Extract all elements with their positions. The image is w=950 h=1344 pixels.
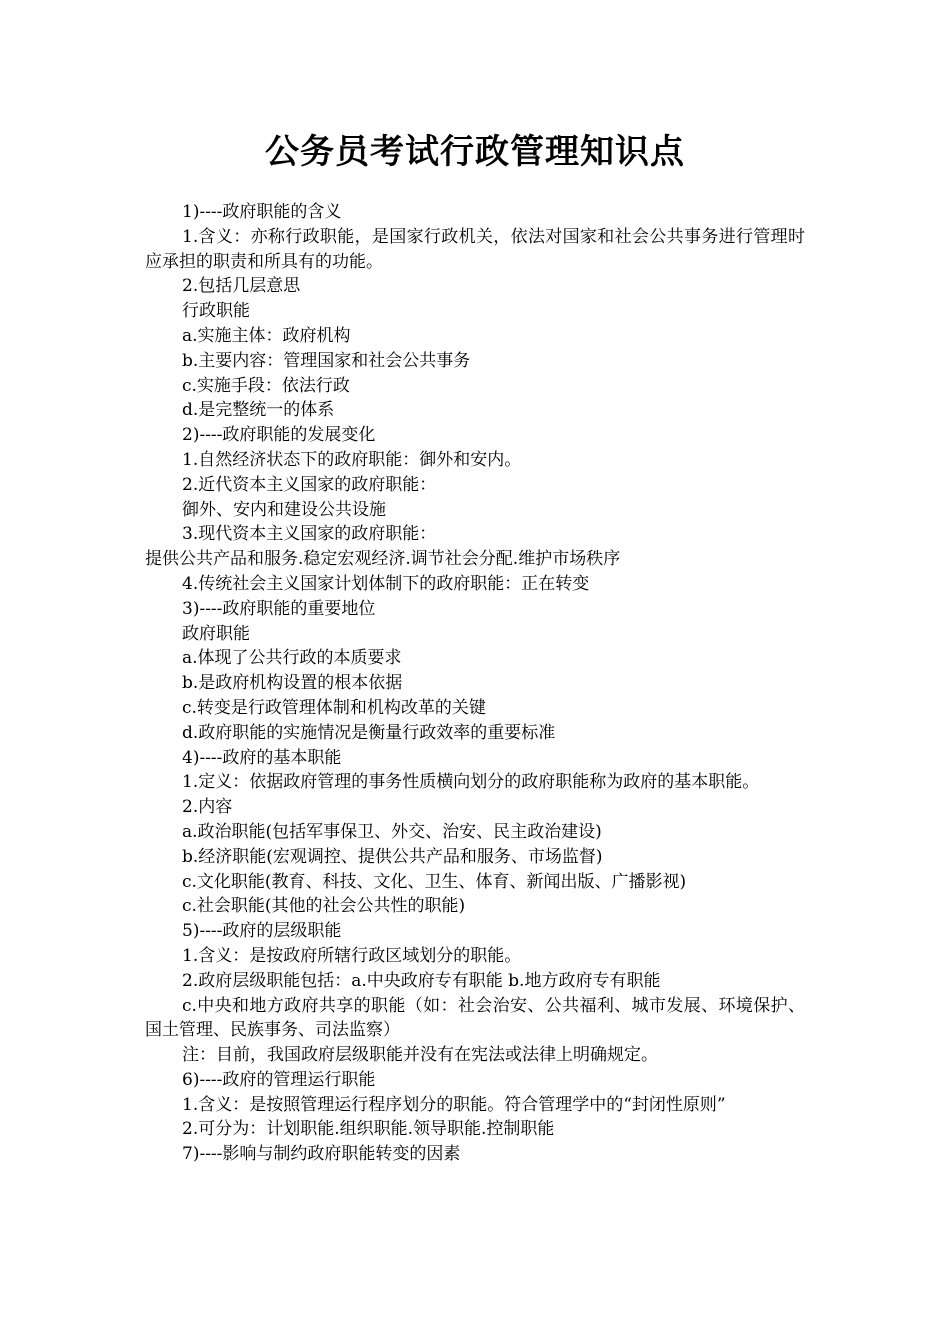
paragraph: 1.含义：是按照管理运行程序划分的职能。符合管理学中的“封闭性原则” <box>182 1094 726 1115</box>
paragraph: a.体现了公共行政的本质要求 <box>182 648 402 669</box>
paragraph: a.实施主体：政府机构 <box>182 325 351 346</box>
paragraph: 行政职能 <box>182 301 250 322</box>
paragraph: 御外、安内和建设公共设施 <box>182 499 386 520</box>
paragraph: 2)----政府职能的发展变化 <box>182 425 376 446</box>
paragraph: b.主要内容：管理国家和社会公共事务 <box>182 350 471 371</box>
paragraph: 7)----影响与制约政府职能转变的因素 <box>182 1144 461 1165</box>
paragraph: 1.含义：是按政府所辖行政区域划分的职能。 <box>182 945 522 966</box>
paragraph: 2.内容 <box>182 797 233 818</box>
document-title: 公务员考试行政管理知识点 <box>265 132 685 172</box>
paragraph: 6)----政府的管理运行职能 <box>182 1069 376 1090</box>
paragraph: 1.含义：亦称行政职能，是国家行政机关，依法对国家和社会公共事务进行管理时应承担的职责和所具有的功能。 <box>145 226 805 272</box>
paragraph: 3.现代资本主义国家的政府职能： <box>182 524 437 545</box>
paragraph: 注：目前，我国政府层级职能并没有在宪法或法律上明确规定。 <box>182 1045 658 1066</box>
paragraph: 2.近代资本主义国家的政府职能： <box>182 474 437 495</box>
paragraph: 4)----政府的基本职能 <box>182 747 342 768</box>
paragraph: 2.可分为：计划职能.组织职能.领导职能.控制职能 <box>182 1119 555 1140</box>
paragraph: c.实施手段：依法行政 <box>182 375 350 396</box>
paragraph: 4.传统社会主义国家计划体制下的政府职能：正在转变 <box>182 573 590 594</box>
paragraph: 提供公共产品和服务.稳定宏观经济.调节社会分配.维护市场秩序 <box>145 549 621 570</box>
paragraph: b.是政府机构设置的根本依据 <box>182 673 403 694</box>
paragraph: c.中央和地方政府共享的职能（如：社会治安、公共福利、城市发展、环境保护、国土管理、民族事务、司法监察） <box>145 995 805 1041</box>
paragraph: 5)----政府的层级职能 <box>182 921 342 942</box>
paragraph: c.社会职能(其他的社会公共性的职能) <box>182 896 466 917</box>
paragraph: 2.政府层级职能包括：a.中央政府专有职能 b.地方政府专有职能 <box>182 970 661 991</box>
document-body <box>145 200 805 1167</box>
paragraph: 1.定义：依据政府管理的事务性质横向划分的政府职能称为政府的基本职能。 <box>182 772 760 793</box>
paragraph: 1)----政府职能的含义 <box>182 202 342 222</box>
paragraph: b.经济职能(宏观调控、提供公共产品和服务、市场监督) <box>182 846 603 867</box>
paragraph: 政府职能 <box>182 623 250 644</box>
paragraph: c.文化职能(教育、科技、文化、卫生、体育、新闻出版、广播影视) <box>182 871 687 892</box>
paragraph: d.是完整统一的体系 <box>182 400 335 421</box>
paragraph: 3)----政府职能的重要地位 <box>182 598 376 619</box>
paragraph: a.政治职能(包括军事保卫、外交、治安、民主政治建设) <box>182 821 602 842</box>
paragraph: d.政府职能的实施情况是衡量行政效率的重要标准 <box>182 722 556 743</box>
paragraph: 1.自然经济状态下的政府职能：御外和安内。 <box>182 449 522 470</box>
paragraph: 2.包括几层意思 <box>182 276 301 297</box>
paragraph: c.转变是行政管理体制和机构改革的关键 <box>182 697 486 718</box>
